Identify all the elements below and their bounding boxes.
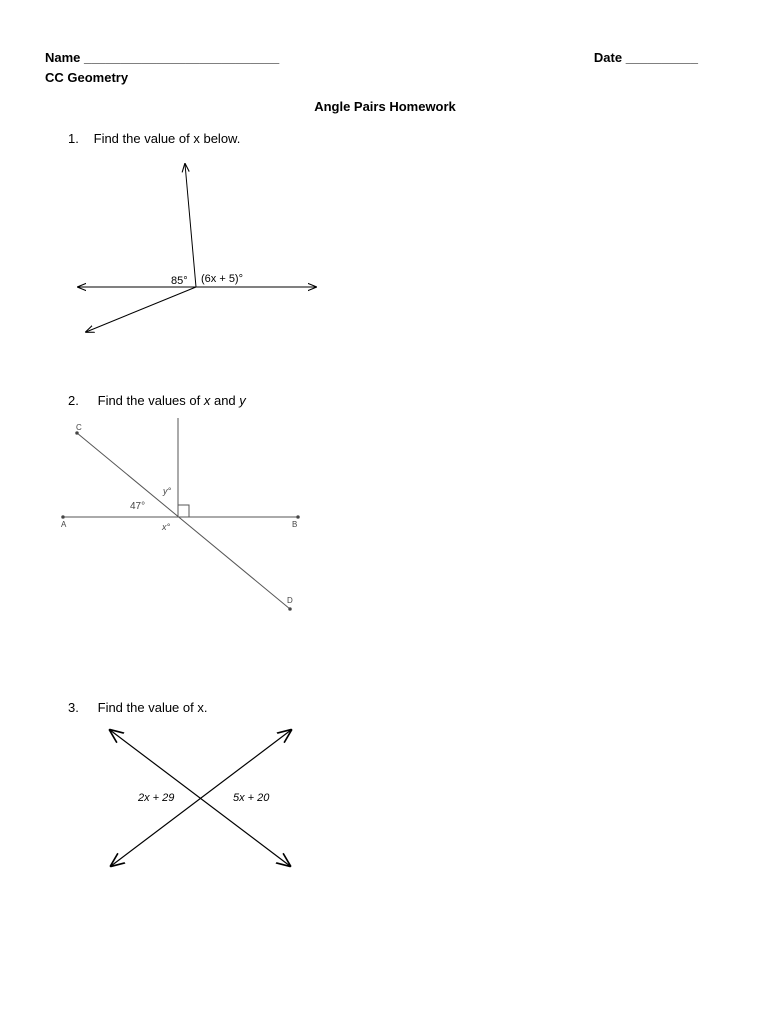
name-blank: ___________________________ [84, 50, 280, 65]
fig1-lower-ray [86, 287, 196, 332]
fig2-label-d: D [287, 596, 293, 605]
fig2-right-angle-mark [178, 505, 189, 517]
course-name: CC Geometry [45, 70, 129, 85]
fig2-point-d [289, 608, 292, 611]
fig2-point-a [62, 516, 65, 519]
question-2-var-x: x [203, 393, 211, 408]
fig2-label-c: C [76, 423, 82, 432]
fig2-point-c [76, 432, 79, 435]
fig2-angle-x: x° [162, 522, 171, 532]
fig2-angle-y: y° [163, 486, 172, 496]
question-1-number: 1. [68, 131, 79, 146]
fig3-right-expression: 5x + 20 [233, 792, 270, 804]
question-2-var-y: y [239, 393, 246, 408]
fig3-left-expression: 2x + 29 [138, 792, 175, 804]
name-label: Name [45, 50, 81, 65]
figure-3 [110, 730, 291, 866]
worksheet-title: Angle Pairs Homework [314, 99, 456, 114]
fig1-angle-expression: (6x + 5)° [201, 273, 243, 285]
fig2-angle-47: 47° [130, 501, 146, 512]
date-blank: __________ [625, 50, 698, 65]
fig2-point-b [297, 516, 300, 519]
figure-1 [78, 164, 316, 332]
question-2-number: 2. [68, 393, 79, 408]
question-2-prompt-pre: Find the values of [97, 393, 204, 408]
figure-2 [61, 418, 299, 610]
fig2-label-a: A [61, 520, 67, 529]
question-2-prompt-mid: and [210, 393, 240, 408]
fig1-angle-85: 85° [171, 275, 188, 287]
date-label: Date [593, 50, 623, 65]
question-1-prompt: Find the value of x below. [93, 131, 241, 146]
fig2-label-b: B [292, 520, 298, 529]
fig1-upper-ray [185, 164, 196, 287]
question-3-number: 3. [68, 700, 79, 715]
question-3-prompt: Find the value of x. [97, 700, 208, 715]
fig2-line-cd [77, 433, 290, 609]
